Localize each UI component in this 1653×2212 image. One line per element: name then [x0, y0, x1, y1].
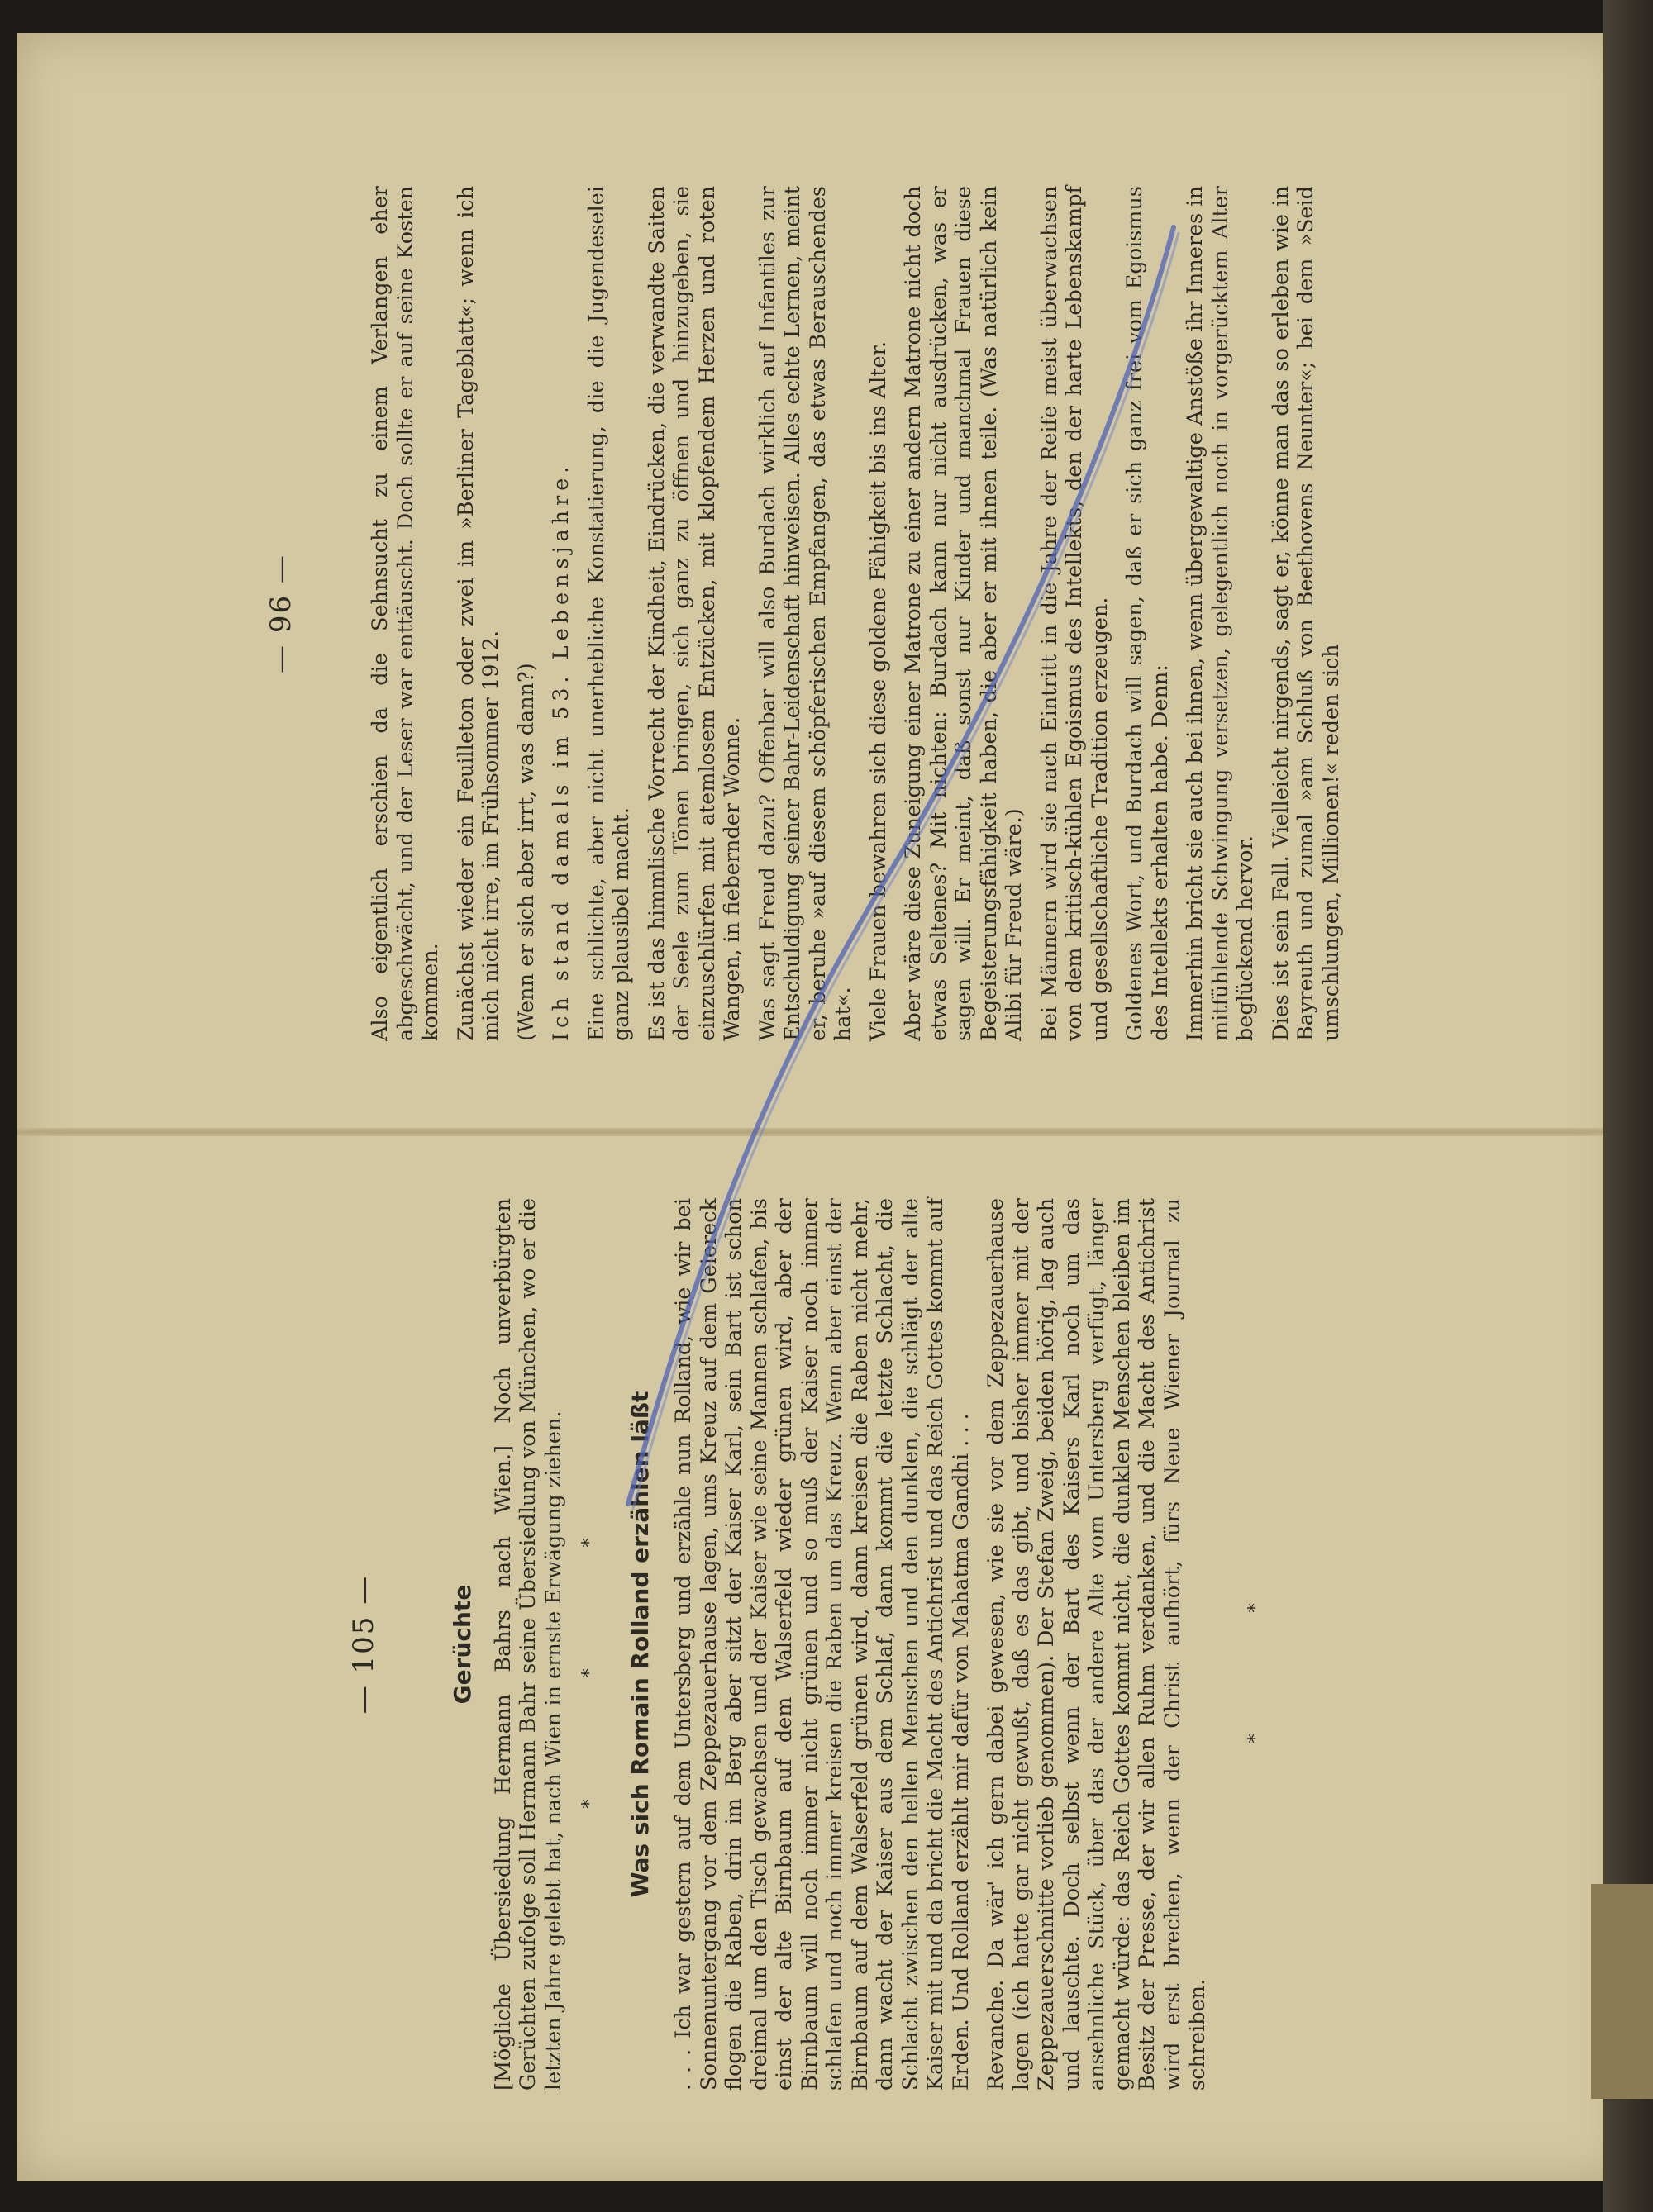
section-divider: * * *	[579, 1480, 600, 1809]
paragraph: . . . Ich war gestern auf dem Untersberg und erzähle nun Rolland, wie wir bei Sonnenuntergang vor dem Zeppezauerhause lagen, ums Kreuz auf dem Geiereck flogen die Raben, drin im Berg aber sitzt der Kaiser Karl, sein Bart ist schon dreimal um den Tisch gewachsen und der Kaiser wie seine Mannen schlafen, bis einst der alte Birnbaum auf dem Walserfeld wieder grünen wird, aber der Birnbaum will noch immer nicht grünen und so muß der Kaiser noch immer schlafen und noch immer kreisen die Raben um das Kreuz. Wenn aber einst der Birnbaum auf dem Walserfeld grünen wird, dann kreisen die Raben nicht mehr, dann wacht der Kaiser aus dem Schlaf, dann kommt die letzte Schlacht, die Schlacht zwischen den hellen Menschen und den dunklen, die schlägt der alte Kaiser mit und da bricht die Macht des Antichrist und das Reich Gottes kommt auf Erden. Und Rolland erzählt mir dafür von Mahatma Gandhi . . .	[671, 1198, 974, 2091]
text-column	[368, 186, 1354, 1041]
paragraph: Immerhin bricht sie auch bei ihnen, wenn übergewaltige Anstöße ihr Inneres in mitfühlende Schwingung versetzen, gelegentlich noch in vorgerücktem Alter beglückend hervor.	[1183, 186, 1258, 1041]
fold-crease	[17, 1128, 1624, 1136]
paragraph: Zunächst wieder ein Feuilleton oder zwei im »Berliner Tageblatt«; wenn ich mich nicht irre, im Frühsommer 1912.	[453, 186, 503, 1041]
paragraph: Eine schlichte, aber nicht unerhebliche Konstatierung, die die Jugendeselei ganz plausibel macht.	[584, 186, 634, 1041]
paragraph: Dies ist sein Fall. Vielleicht nirgends, sagt er, könne man das so erleben wie in Bayreuth und zumal »am Schluß von Beethovens Neunter«; bei dem »Seid umschlungen, Millionen!« reden sich	[1268, 186, 1344, 1041]
paragraph: Es ist das himmlische Vorrecht der Kindheit, Eindrücken, die verwandte Saiten der Seele zum Tönen bringen, sich ganz zu öffnen und hinzugeben, sie einzuschlürfen mit atemlosem Entzücken, mit klopfendem Herzen und roten Wangen, in fiebernder Wonne.	[644, 186, 745, 1041]
paragraph: Ich stand damals im 53. Lebensjahre.	[549, 461, 574, 1041]
paragraph: Was sagt Freud dazu? Offenbar will also Burdach wirklich auf Infantiles zur Entschuldigung seiner Bahr-Leidenschaft hinweisen. Alles echte Lernen, meint er, beruhe »auf diesem schöpferischen Empfangen, das etwas Berauschendes hat«.	[755, 186, 855, 1041]
paragraph: Bei Männern wird sie nach Eintritt in die Jahre der Reife meist überwachsen von dem kritisch-kühlen Egoismus des Intellekts, den der harte Lebenskampf und gesellschaftliche Tradition erzeugen.	[1036, 186, 1112, 1041]
text-column	[450, 1198, 1269, 2091]
binding-edge	[1603, 0, 1653, 2212]
section-divider: * *	[1245, 1545, 1266, 1743]
page-number: — 105 —	[347, 1574, 380, 1715]
paragraph: Goldenes Wort, und Burdach will sagen, daß er sich ganz frei vom Egoismus des Intellekts erhalten habe. Denn:	[1122, 186, 1173, 1041]
paragraph: Viele Frauen bewahren sich diese goldene Fähigkeit bis ins Alter.	[865, 340, 891, 1041]
paragraph: Also eigentlich erschien da die Sehnsucht zu einem Verlangen eher abgeschwächt, und der Leser war enttäuscht. Doch sollte er auf seine Kosten kommen.	[368, 186, 443, 1041]
paragraph: [Mögliche Übersiedlung Hermann Bahrs nach Wien.] Noch unverbürgten Gerüchten zufolge soll Hermann Bahr seine Übersiedlung von München, wo er die letzten Jahre gelebt hat, nach Wien in ernste Erwägung ziehen.	[490, 1198, 566, 2091]
tape-strip	[1591, 1884, 1653, 2099]
paragraph: (Wenn er sich aber irrt, was dann?)	[513, 663, 539, 1041]
page-96	[264, 186, 1463, 1041]
section-heading: Was sich Romain Rolland erzählen läßt	[626, 1391, 654, 1898]
page-number: — 96 —	[264, 554, 298, 673]
page-105	[347, 1198, 1546, 2091]
section-heading: Gerüchte	[449, 1584, 476, 1705]
paragraph: Revanche. Da wär' ich gern dabei gewesen, wie sie vor dem Zeppezauerhause lagen (ich hatte gar nicht gewußt, daß es das gibt, und bisher immer mit der Zeppezauerschnitte vorlieb genommen). Der Stefan Zweig, beiden hörig, lag auch und lauschte. Doch selbst wenn der Bart des Kaisers Karl noch um das ansehnliche Stück, über das der andere Alte vom Untersberg verfügt, länger gemacht würde: das Reich Gottes kommt nicht, die dunklen Menschen bleiben im Besitz der Presse, der wir allen Ruhm verdanken, und die Macht des Antichrist wird erst brechen, wenn der Christ aufhört, fürs Neue Wiener Journal zu schreiben.	[984, 1198, 1210, 2091]
paragraph: Aber wäre diese Zuneigung einer Matrone zu einer andern Matrone nicht doch etwas Seltenes? Mit nichten: Burdach kann nur nicht ausdrücken, was er sagen will. Er meint, daß sonst nur Kinder und manchmal Frauen diese Begeisterungsfähigkeit haben, die aber er mit ihnen teile. (Was natürlich kein Alibi für Freud wäre.)	[901, 186, 1027, 1041]
